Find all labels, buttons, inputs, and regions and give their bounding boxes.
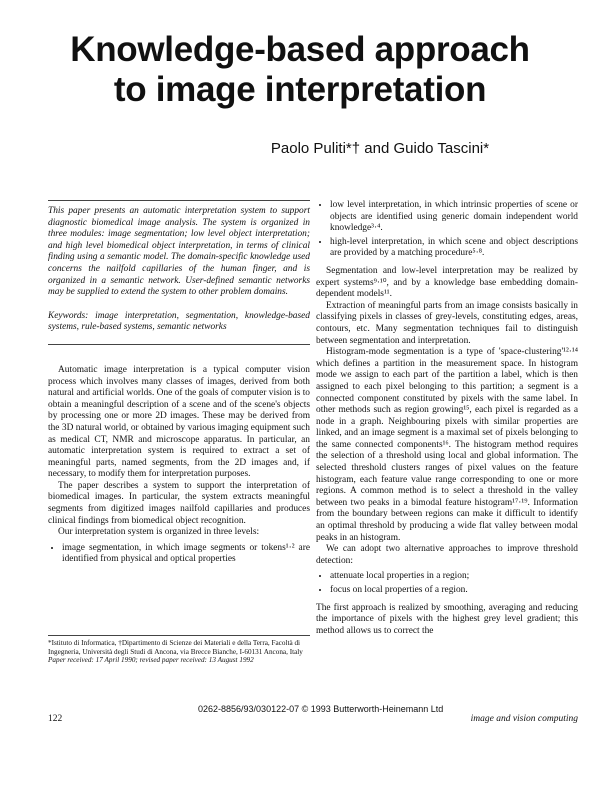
body-paragraph-3: Our interpretation system is organized in three levels: xyxy=(58,527,260,538)
right-column xyxy=(316,200,578,637)
title-line-1: Knowledge-based approach xyxy=(70,30,530,69)
body-paragraph: The first approach is realized by smoothing, averaging and reducing the importance of pixels with the highest grey level gradient; this method allows us to correct the xyxy=(316,602,578,636)
top-rule xyxy=(48,200,310,201)
list-item: • focus on local properties of a region. xyxy=(330,585,578,597)
received-dates: Paper received: 17 April 1990; revised paper received: 13 August 1992 xyxy=(48,656,254,665)
approaches-list xyxy=(316,571,578,596)
list-item: • low level interpretation, in which intrinsic properties of scene or objects are identified using generic domain independent world knowledge³·⁴. xyxy=(330,200,578,235)
body-paragraph: Segmentation and low-level interpretation may be realized by expert systems⁹·¹⁰, and by a knowledge base embedding domain-dependent models¹¹. xyxy=(316,265,578,300)
paper-title xyxy=(0,30,600,110)
journal-name: image and vision computing xyxy=(470,714,578,724)
keywords: Keywords: image interpretation, segmentation, knowledge-based systems, rule-based systems, semantic networks xyxy=(48,310,310,333)
body-paragraph-1: Automatic image interpretation is a typical computer vision process which involves many classes of images, derived from both natural and artificial worlds. One of the goals of computer vision is to obtain a meaningful description of a scene and of the scene's objects by processing one or more 2D images. These may be derived from the 3D natural world, or obtained by various imaging equipment such as medical CT, NMR and microscope apparatus. In particular, an automatic interpretation system is required to extract a set of meaningful parts, named segments, from the 2D images and, if necessary, to modify them for interpretation purposes. xyxy=(48,364,310,480)
abstract: This paper presents an automatic interpretation system to support diagnostic biomedical image analysis. The system is organized in three modules: image segmentation; low level object interpretation; and high level biomedical object interpretation, in terms of clinical finding using a semantic model. The domain-specific knowledge used concerns the nailfold capillaries of the human finger, and is organized in a semantic network. User-defined semantic networks may be supplied to extend the system to other problem domains. xyxy=(48,206,310,298)
body-paragraph: Histogram-mode segmentation is a type of 'space-clustering'¹²·¹⁴ which defines a partition in the measurement space. In histogram mode we assign to each part of the partition a label, which is then assigned to each pixel belonging to this partition; a segment is a connected component constituted by pixels with the same label. In other methods such as region growing¹⁵, each pixel is regarded as a node in a graph. Neighbouring pixels with similar properties are linked, and an image segment is a maximal set of pixels belonging to the same connected components¹⁶. The histogram method requires the selection of a threshold using local and global information. The selected threshold clusters ranges of pixel values on the feature histogram, each feature value range corresponding to one or more regions. A common method is to select a threshold in the valley between two peaks in a bimodal feature histogram¹⁷·¹⁹. Information from the boundary between regions can make it difficult to identify an optimal threshold by producing a wide flat valley between modal peaks in an histogram. xyxy=(316,347,578,543)
list-item: • high-level interpretation, in which scene and object descriptions are provided by a matching procedure⁵·⁸. xyxy=(330,237,578,260)
levels-list-cont xyxy=(316,200,578,260)
body-paragraph: We can adopt two alternative approaches to improve threshold detection: xyxy=(316,544,578,566)
left-column xyxy=(48,200,310,572)
authors: Paolo Puliti*† and Guido Tascini* xyxy=(270,140,490,157)
body-paragraph-2: The paper describes a system to support the interpretation of biomedical images. In particular, the system extracts meaningful segments from digitized images nailfold capillaries and produces clinical findings from biomedical object recognition. xyxy=(48,480,310,526)
body-paragraph: Extraction of meaningful parts from an image consists basically in classifying pixels in classes of grey-levels, constituting edges, areas, contours, etc. Many segmentation techniques fail to distinguish between segmentation and interpretation. xyxy=(316,300,578,346)
page-number: 122 xyxy=(48,714,63,724)
list-item: • image segmentation, in which image segments or tokens¹·² are identified from physical and optical properties xyxy=(62,543,310,566)
abstract-rule xyxy=(48,344,310,345)
footnote xyxy=(48,635,310,665)
copyright-code: 0262-8856/93/030122-07 © 1993 Butterworth-Heinemann Ltd xyxy=(198,704,444,714)
affiliation: *Istituto di Informatica, †Dipartimento di Scienze dei Materiali e della Terra, Facoltà di Ingegneria, Università degli Studi di Ancona, via Brecce Bianche, I-60131 Ancona, Italy xyxy=(48,639,303,656)
list-item: • attenuate local properties in a region; xyxy=(330,571,578,583)
levels-list xyxy=(48,543,310,566)
title-line-2: to image interpretation xyxy=(113,70,487,109)
